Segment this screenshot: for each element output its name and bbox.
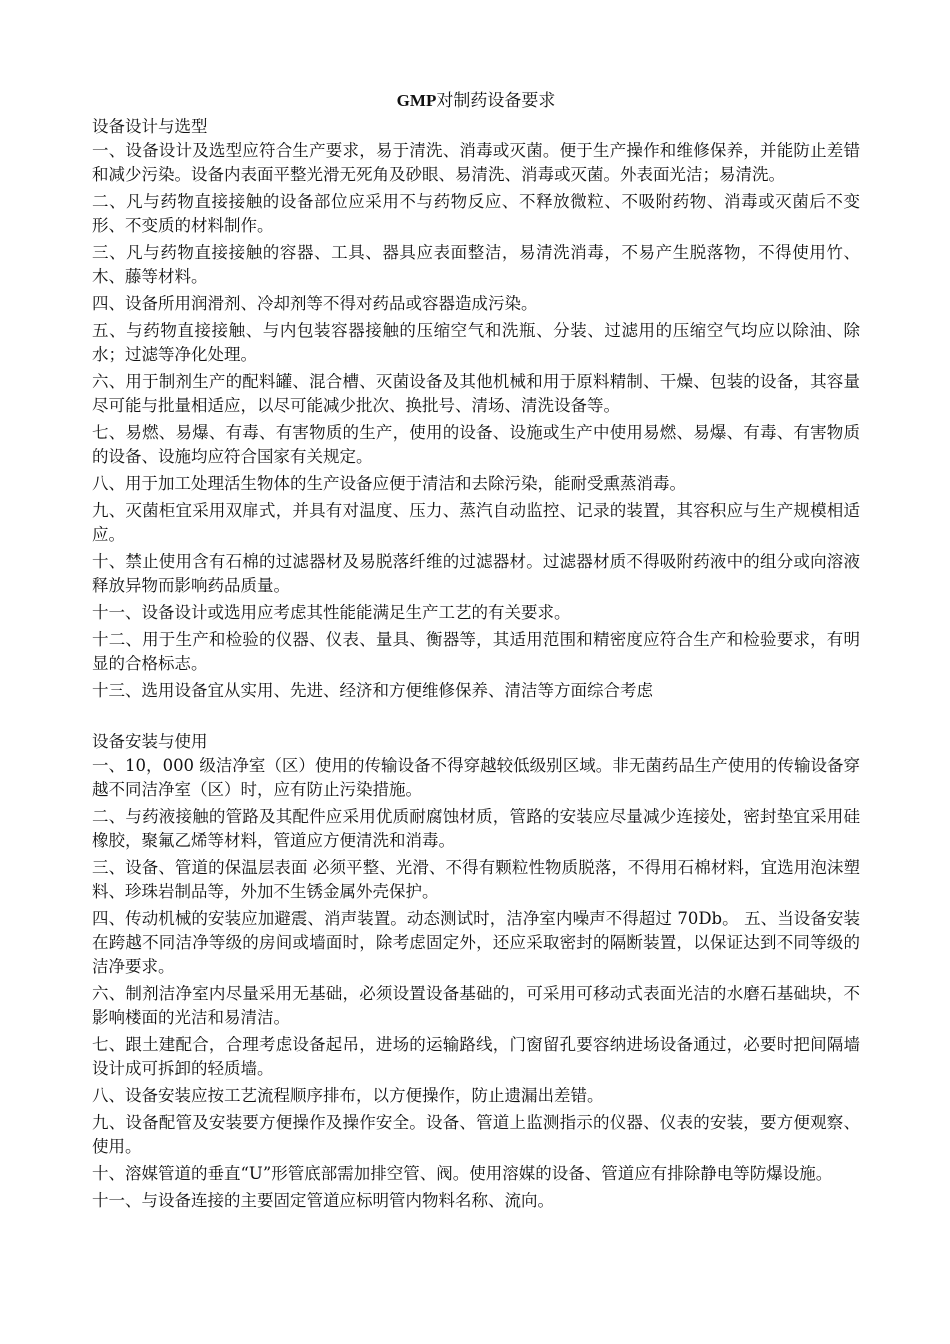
title-latin: GMP xyxy=(396,91,437,110)
paragraph: 三、凡与药物直接接触的容器、工具、器具应表面整洁，易清洗消毒，不易产生脱落物，不得使用竹、木、藤等材料。 xyxy=(92,243,860,286)
document-page xyxy=(92,88,860,1216)
section-heading: 设备设计与选型 xyxy=(92,117,208,136)
paragraph: 四、传动机械的安装应加避震、消声装置。动态测试时，洁净室内噪声不得超过 70Db。 五、当设备安装在跨越不同洁净等级的房间或墙面时，除考虑固定外，还应采取密封的隔断装置，以保证达到不同等级的洁净要求。 xyxy=(92,909,860,976)
section-design xyxy=(92,115,860,703)
paragraph: 一、10，000 级洁净室（区）使用的传输设备不得穿越较低级别区域。非无菌药品生产使用的传输设备穿越不同洁净室（区）时，应有防止污染措施。 xyxy=(92,756,860,799)
document-title xyxy=(92,88,860,114)
paragraph: 七、易燃、易爆、有毒、有害物质的生产，使用的设备、设施或生产中使用易燃、易爆、有毒、有害物质的设备、设施均应符合国家有关规定。 xyxy=(92,423,860,466)
paragraph: 十一、设备设计或选用应考虑其性能能满足生产工艺的有关要求。 xyxy=(92,603,571,622)
paragraph: 二、与药液接触的管路及其配件应采用优质耐腐蚀材质，管路的安装应尽量减少连接处，密封垫宜采用硅橡胶，聚氟乙烯等材料，管道应方便清洗和消毒。 xyxy=(92,807,860,850)
title-text: 对制药设备要求 xyxy=(436,91,556,111)
paragraph: 十一、与设备连接的主要固定管道应标明管内物料名称、流向。 xyxy=(92,1191,554,1210)
paragraph: 十、禁止使用含有石棉的过滤器材及易脱落纤维的过滤器材。过滤器材质不得吸附药液中的组分或向溶液释放异物而影响药品质量。 xyxy=(92,552,860,595)
section-installation xyxy=(92,730,860,1213)
paragraph: 十、溶媒管道的垂直“U”形管底部需加排空管、阀。使用溶媒的设备、管道应有排除静电等防爆设施。 xyxy=(92,1164,833,1183)
paragraph: 二、凡与药物直接接触的设备部位应采用不与药物反应、不释放微粒、不吸附药物、消毒或灭菌后不变形、不变质的材料制作。 xyxy=(92,192,860,235)
paragraph: 八、用于加工处理活生物体的生产设备应便于清洁和去除污染，能耐受熏蒸消毒。 xyxy=(92,474,686,493)
paragraph: 三、设备、管道的保温层表面 必须平整、光滑、不得有颗粒性物质脱落，不得用石棉材料，宜选用泡沫塑料、珍珠岩制品等，外加不生锈金属外壳保护。 xyxy=(92,858,860,901)
paragraph: 六、制剂洁净室内尽量采用无基础，必须设置设备基础的，可采用可移动式表面光洁的水磨石基础块，不影响楼面的光洁和易清洁。 xyxy=(92,984,860,1027)
paragraph: 四、设备所用润滑剂、冷却剂等不得对药品或容器造成污染。 xyxy=(92,294,538,313)
paragraph: 十二、用于生产和检验的仪器、仪表、量具、衡器等，其适用范围和精密度应符合生产和检验要求，有明显的合格标志。 xyxy=(92,630,860,673)
paragraph: 九、灭菌柜宜采用双扉式，并具有对温度、压力、蒸汽自动监控、记录的装置，其容积应与生产规模相适应。 xyxy=(92,501,860,544)
paragraph: 九、设备配管及安装要方便操作及操作安全。设备、管道上监测指示的仪器、仪表的安装，要方便观察、使用。 xyxy=(92,1113,860,1156)
paragraph: 十三、选用设备宜从实用、先进、经济和方便维修保养、清洁等方面综合考虑 xyxy=(92,681,653,700)
paragraph: 七、跟土建配合，合理考虑设备起吊，进场的运输路线，门窗留孔要容纳进场设备通过，必要时把间隔墙设计成可拆卸的轻质墙。 xyxy=(92,1035,860,1078)
paragraph: 六、用于制剂生产的配料罐、混合槽、灭菌设备及其他机械和用于原料精制、干燥、包装的设备，其容量尽可能与批量相适应，以尽可能减少批次、换批号、清场、清洗设备等。 xyxy=(92,372,860,415)
paragraph: 五、与药物直接接触、与内包装容器接触的压缩空气和洗瓶、分装、过滤用的压缩空气均应以除油、除水；过滤等净化处理。 xyxy=(92,321,860,364)
paragraph: 一、设备设计及选型应符合生产要求，易于清洗、消毒或灭菌。便于生产操作和维修保养，并能防止差错和减少污染。设备内表面平整光滑无死角及砂眼、易清洗、消毒或灭菌。外表面光洁；易清洗。 xyxy=(92,141,860,184)
section-heading: 设备安装与使用 xyxy=(92,732,208,751)
blank-line xyxy=(92,706,860,730)
paragraph: 八、设备安装应按工艺流程顺序排布，以方便操作，防止遗漏出差错。 xyxy=(92,1086,604,1105)
